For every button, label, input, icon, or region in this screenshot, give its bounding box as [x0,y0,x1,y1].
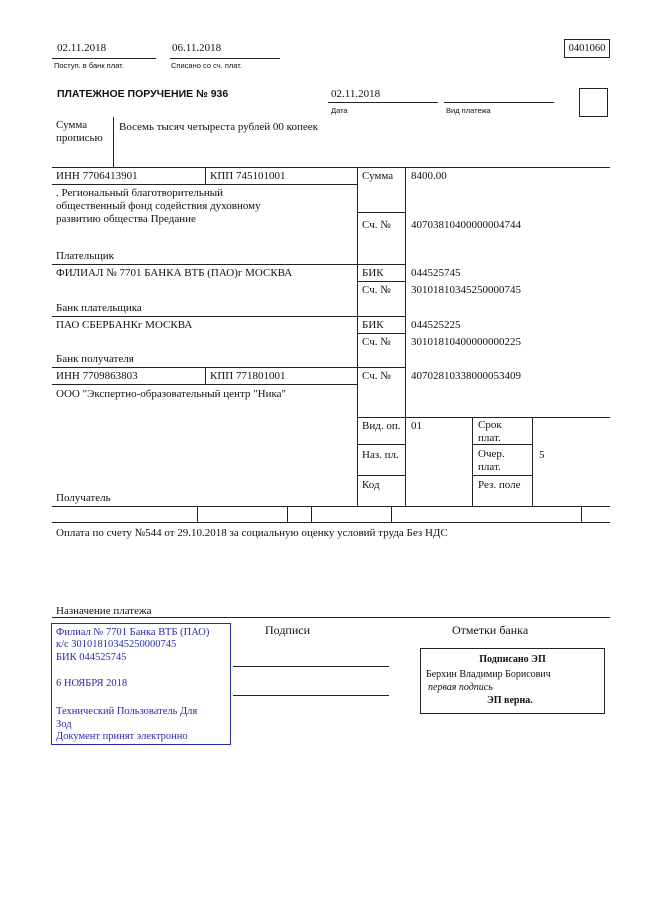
recipient-acc-label: Сч. № [362,370,391,382]
date-received-label: Поступ. в банк плат. [54,61,124,70]
stamp-line-3: БИК 044525745 [56,652,127,663]
bank-stamp [51,623,231,745]
payer-label: Плательщик [56,250,114,262]
naz-pl-label: Наз. пл. [362,449,399,461]
kod-label: Код [362,479,380,491]
stamp-line-6: Зод [56,719,72,730]
page-title: ПЛАТЕЖНОЕ ПОРУЧЕНИЕ № 936 [57,88,229,100]
recipient-bank-acc-label: Сч. № [362,336,391,348]
signatures-label: Подписи [265,623,311,637]
vid-op-value: 01 [411,420,422,432]
srok-label: Срок плат. [478,419,502,444]
payer-bank-label: Банк плательщика [56,302,142,314]
stamp-line-2: к/с 30101810345250000745 [56,639,177,650]
stamp-line-7: Документ принят электронно [56,731,188,742]
rez-pole-label: Рез. поле [478,479,521,491]
form-code: 0401060 [564,39,610,58]
amount-label: Сумма [362,170,394,182]
payer-bank-bik: 044525745 [411,267,461,279]
date-debited-label: Списано со сч. плат. [171,61,242,70]
recipient-label: Получатель [56,492,111,504]
order-date-label: Дата [331,106,348,115]
payer-kpp: КПП 745101001 [210,170,286,182]
order-date: 02.11.2018 [331,88,381,100]
amount-words-value: Восемь тысяч четыреста рублей 00 копеек [119,121,318,133]
payer-account: 40703810400000004744 [411,219,521,231]
e-signature-role: первая подпись [428,682,493,693]
payer-name: . Региональный благотворительный общественный фонд содействия духовному развитию общества Предание [56,187,261,225]
payment-type-box [579,88,608,117]
bank-marks-label: Отметки банка [452,623,529,637]
purpose-text: Оплата по счету №544 от 29.10.2018 за социальную оценку условий труда Без НДС [56,527,448,539]
recipient-bank-bik: 044525225 [411,319,461,331]
e-signature-box [420,648,605,714]
recipient-inn: ИНН 7709863803 [56,370,138,382]
recipient-bank-acc: 30101810400000000225 [411,336,521,348]
vid-op-label: Вид. оп. [362,420,401,432]
recipient-bank-label: Банк получателя [56,353,134,365]
e-signature-status: ЭП верна. [487,695,533,706]
recipient-kpp: КПП 771801001 [210,370,286,382]
ocher-label: Очер. плат. [478,448,505,473]
date-debited: 06.11.2018 [172,42,222,54]
e-signature-title: Подписано ЭП [479,654,546,665]
payment-type-label: Вид платежа [446,106,491,115]
purpose-label: Назначение платежа [56,605,152,617]
recipient-name: ООО "Экспертно-образовательный центр "Ника" [56,388,287,400]
amount-value: 8400.00 [411,170,447,182]
recipient-acc: 40702810338000053409 [411,370,521,382]
ocher-value: 5 [539,449,545,461]
payer-bank-name: ФИЛИАЛ № 7701 БАНКА ВТБ (ПАО)г МОСКВА [56,267,293,279]
payer-bank-acc: 30101810345250000745 [411,284,521,296]
payer-inn: ИНН 7706413901 [56,170,138,182]
recipient-bank-name: ПАО СБЕРБАНКг МОСКВА [56,319,193,331]
stamp-line-1: Филиал № 7701 Банка ВТБ (ПАО) [56,627,210,638]
payer-account-label: Сч. № [362,219,391,231]
amount-words-label: Сумма прописью [56,119,103,144]
payer-bank-bik-label: БИК [362,267,384,279]
payer-bank-acc-label: Сч. № [362,284,391,296]
stamp-line-5: Технический Пользователь Для [56,706,198,717]
e-signature-name: Берхин Владимир Борисович [426,669,551,680]
recipient-bank-bik-label: БИК [362,319,384,331]
stamp-line-4: 6 НОЯБРЯ 2018 [56,678,128,689]
date-received: 02.11.2018 [57,42,107,54]
